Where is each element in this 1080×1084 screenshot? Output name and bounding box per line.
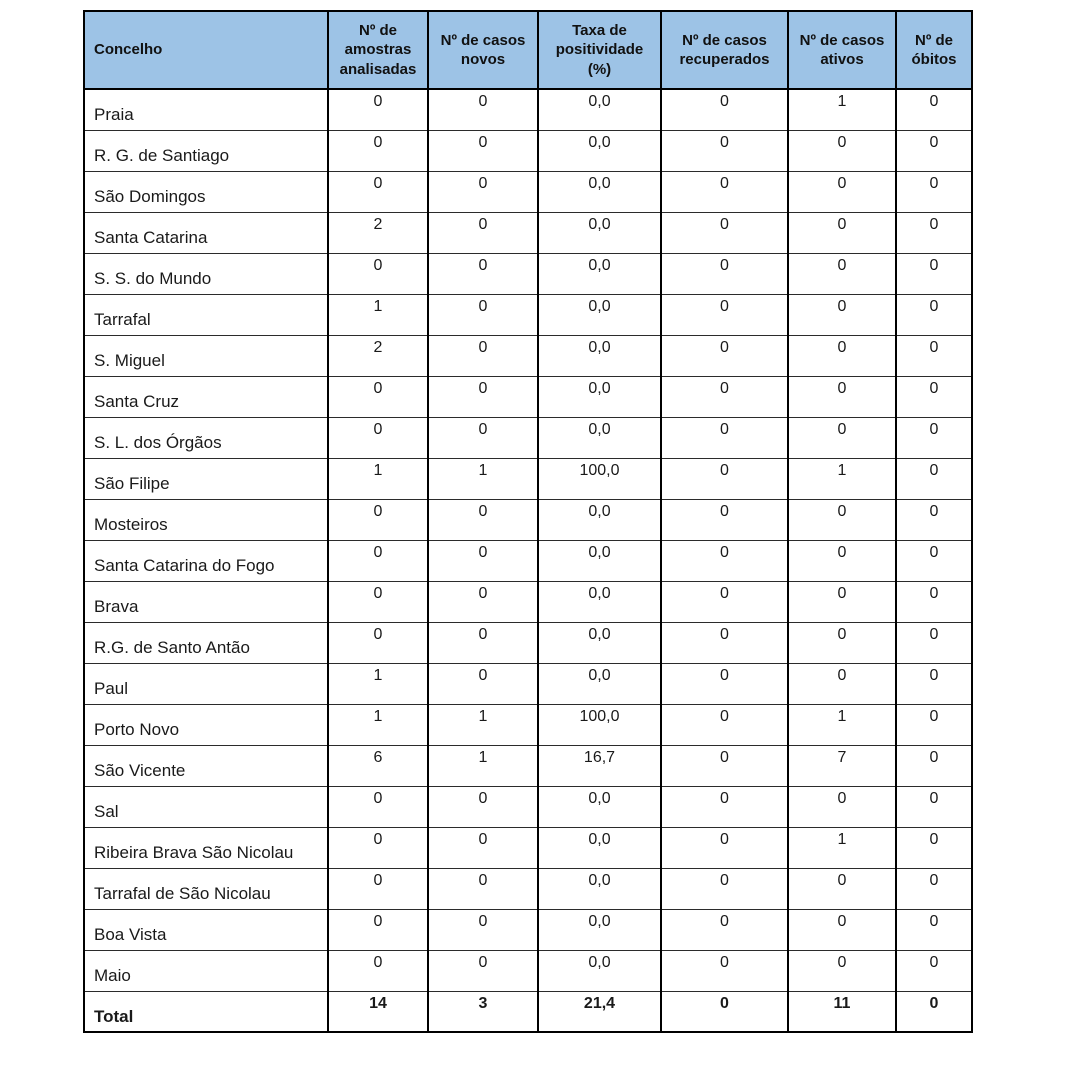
value-cell: 0,0 bbox=[538, 581, 661, 622]
value-cell: 0 bbox=[328, 622, 428, 663]
value-cell: 0 bbox=[896, 745, 972, 786]
value-cell: 0 bbox=[428, 376, 538, 417]
value-cell: 0 bbox=[661, 909, 788, 950]
col-header-concelho: Concelho bbox=[84, 11, 328, 89]
concelho-cell: Praia bbox=[84, 89, 328, 130]
col-header-casos-novos: Nº de casos novos bbox=[428, 11, 538, 89]
value-cell: 0 bbox=[328, 417, 428, 458]
value-cell: 0 bbox=[661, 253, 788, 294]
value-cell: 0,0 bbox=[538, 868, 661, 909]
table-row bbox=[84, 171, 972, 212]
value-cell: 0 bbox=[661, 868, 788, 909]
concelho-cell: S. S. do Mundo bbox=[84, 253, 328, 294]
value-cell: 1 bbox=[328, 294, 428, 335]
value-cell: 0 bbox=[896, 376, 972, 417]
value-cell: 0 bbox=[788, 950, 896, 991]
value-cell: 0 bbox=[428, 335, 538, 376]
value-cell: 0 bbox=[428, 909, 538, 950]
table-row bbox=[84, 704, 972, 745]
value-cell: 0 bbox=[328, 581, 428, 622]
table-row bbox=[84, 868, 972, 909]
concelho-cell: S. Miguel bbox=[84, 335, 328, 376]
value-cell: 0 bbox=[328, 540, 428, 581]
value-cell: 0 bbox=[788, 335, 896, 376]
value-cell: 0 bbox=[428, 499, 538, 540]
value-cell: 0 bbox=[788, 909, 896, 950]
table-row bbox=[84, 950, 972, 991]
value-cell: 2 bbox=[328, 212, 428, 253]
concelho-cell: Paul bbox=[84, 663, 328, 704]
value-cell: 100,0 bbox=[538, 458, 661, 499]
value-cell: 0,0 bbox=[538, 212, 661, 253]
value-cell: 0 bbox=[661, 458, 788, 499]
value-cell: 0 bbox=[661, 622, 788, 663]
value-cell: 0 bbox=[428, 253, 538, 294]
value-cell: 0 bbox=[896, 335, 972, 376]
value-cell: 0 bbox=[896, 253, 972, 294]
value-cell: 0 bbox=[661, 212, 788, 253]
value-cell: 0,0 bbox=[538, 130, 661, 171]
value-cell: 0 bbox=[788, 253, 896, 294]
value-cell: 2 bbox=[328, 335, 428, 376]
value-cell: 0,0 bbox=[538, 622, 661, 663]
table-row bbox=[84, 335, 972, 376]
value-cell: 0 bbox=[788, 581, 896, 622]
value-cell: 0 bbox=[428, 540, 538, 581]
col-header-casos-ativos: Nº de casos ativos bbox=[788, 11, 896, 89]
value-cell: 0,0 bbox=[538, 417, 661, 458]
value-cell: 0 bbox=[661, 827, 788, 868]
table-row bbox=[84, 417, 972, 458]
concelho-cell: S. L. dos Órgãos bbox=[84, 417, 328, 458]
value-cell: 0 bbox=[328, 89, 428, 130]
value-cell: 0 bbox=[661, 581, 788, 622]
value-cell: 0 bbox=[788, 376, 896, 417]
table-row bbox=[84, 89, 972, 130]
value-cell: 0 bbox=[328, 253, 428, 294]
value-cell: 0 bbox=[661, 745, 788, 786]
col-header-casos-recuperados: Nº de casos recuperados bbox=[661, 11, 788, 89]
value-cell: 0 bbox=[328, 171, 428, 212]
value-cell: 0 bbox=[328, 909, 428, 950]
value-cell: 0 bbox=[428, 89, 538, 130]
value-cell: 0 bbox=[428, 868, 538, 909]
value-cell: 1 bbox=[428, 458, 538, 499]
table-row bbox=[84, 294, 972, 335]
value-cell: 0 bbox=[661, 540, 788, 581]
value-cell: 0 bbox=[896, 417, 972, 458]
value-cell: 0,0 bbox=[538, 663, 661, 704]
value-cell: 0 bbox=[428, 130, 538, 171]
header-row bbox=[84, 11, 972, 89]
total-value-cell: 14 bbox=[328, 991, 428, 1032]
value-cell: 0 bbox=[788, 499, 896, 540]
value-cell: 7 bbox=[788, 745, 896, 786]
value-cell: 0,0 bbox=[538, 253, 661, 294]
table-row bbox=[84, 499, 972, 540]
concelho-cell: Santa Cruz bbox=[84, 376, 328, 417]
col-header-taxa-positividade: Taxa de positividade (%) bbox=[538, 11, 661, 89]
covid-concelhos-table bbox=[83, 10, 973, 1033]
value-cell: 0 bbox=[788, 417, 896, 458]
table-row bbox=[84, 540, 972, 581]
value-cell: 0 bbox=[328, 950, 428, 991]
value-cell: 0 bbox=[788, 171, 896, 212]
value-cell: 1 bbox=[788, 458, 896, 499]
value-cell: 0 bbox=[661, 376, 788, 417]
concelho-cell: Brava bbox=[84, 581, 328, 622]
value-cell: 0 bbox=[328, 827, 428, 868]
value-cell: 0 bbox=[896, 540, 972, 581]
value-cell: 0 bbox=[896, 950, 972, 991]
value-cell: 0,0 bbox=[538, 827, 661, 868]
total-value-cell: 21,4 bbox=[538, 991, 661, 1032]
value-cell: 0 bbox=[428, 581, 538, 622]
value-cell: 1 bbox=[428, 704, 538, 745]
value-cell: 0 bbox=[788, 663, 896, 704]
value-cell: 0,0 bbox=[538, 294, 661, 335]
value-cell: 0,0 bbox=[538, 376, 661, 417]
total-value-cell: 11 bbox=[788, 991, 896, 1032]
total-value-cell: 0 bbox=[896, 991, 972, 1032]
value-cell: 1 bbox=[328, 704, 428, 745]
value-cell: 0 bbox=[661, 294, 788, 335]
value-cell: 0 bbox=[896, 786, 972, 827]
table-row bbox=[84, 622, 972, 663]
value-cell: 0 bbox=[428, 950, 538, 991]
value-cell: 0,0 bbox=[538, 499, 661, 540]
table-row bbox=[84, 663, 972, 704]
value-cell: 0 bbox=[661, 950, 788, 991]
value-cell: 0 bbox=[661, 335, 788, 376]
table-row bbox=[84, 253, 972, 294]
table-row bbox=[84, 376, 972, 417]
value-cell: 0 bbox=[896, 171, 972, 212]
value-cell: 0 bbox=[788, 212, 896, 253]
value-cell: 0 bbox=[896, 499, 972, 540]
value-cell: 0 bbox=[661, 171, 788, 212]
concelho-cell: São Vicente bbox=[84, 745, 328, 786]
value-cell: 1 bbox=[328, 458, 428, 499]
value-cell: 0 bbox=[788, 786, 896, 827]
concelho-cell: Porto Novo bbox=[84, 704, 328, 745]
value-cell: 0 bbox=[661, 89, 788, 130]
value-cell: 0 bbox=[896, 212, 972, 253]
value-cell: 6 bbox=[328, 745, 428, 786]
value-cell: 0 bbox=[896, 130, 972, 171]
value-cell: 0 bbox=[661, 499, 788, 540]
value-cell: 0,0 bbox=[538, 89, 661, 130]
table-row bbox=[84, 212, 972, 253]
value-cell: 0 bbox=[788, 540, 896, 581]
value-cell: 0 bbox=[328, 868, 428, 909]
value-cell: 0,0 bbox=[538, 909, 661, 950]
concelho-cell: Santa Catarina do Fogo bbox=[84, 540, 328, 581]
value-cell: 0,0 bbox=[538, 950, 661, 991]
value-cell: 0 bbox=[428, 294, 538, 335]
value-cell: 0 bbox=[428, 212, 538, 253]
value-cell: 1 bbox=[788, 704, 896, 745]
value-cell: 0 bbox=[661, 704, 788, 745]
value-cell: 0 bbox=[788, 622, 896, 663]
concelho-cell: R. G. de Santiago bbox=[84, 130, 328, 171]
value-cell: 0 bbox=[896, 663, 972, 704]
table-row bbox=[84, 581, 972, 622]
value-cell: 0,0 bbox=[538, 786, 661, 827]
value-cell: 0,0 bbox=[538, 171, 661, 212]
value-cell: 0 bbox=[896, 458, 972, 499]
table-row bbox=[84, 786, 972, 827]
value-cell: 0 bbox=[661, 417, 788, 458]
total-row bbox=[84, 991, 972, 1032]
concelho-cell: Tarrafal bbox=[84, 294, 328, 335]
value-cell: 0 bbox=[896, 704, 972, 745]
value-cell: 0 bbox=[661, 663, 788, 704]
concelho-cell: Tarrafal de São Nicolau bbox=[84, 868, 328, 909]
value-cell: 1 bbox=[788, 89, 896, 130]
value-cell: 0 bbox=[896, 622, 972, 663]
value-cell: 0 bbox=[661, 130, 788, 171]
value-cell: 1 bbox=[788, 827, 896, 868]
value-cell: 0 bbox=[788, 868, 896, 909]
concelho-cell: Santa Catarina bbox=[84, 212, 328, 253]
value-cell: 0 bbox=[896, 827, 972, 868]
value-cell: 0 bbox=[428, 663, 538, 704]
value-cell: 0 bbox=[328, 376, 428, 417]
value-cell: 0,0 bbox=[538, 540, 661, 581]
value-cell: 0 bbox=[896, 909, 972, 950]
total-label-cell: Total bbox=[84, 991, 328, 1032]
value-cell: 0 bbox=[428, 171, 538, 212]
value-cell: 0 bbox=[788, 294, 896, 335]
value-cell: 0 bbox=[428, 786, 538, 827]
concelho-cell: Mosteiros bbox=[84, 499, 328, 540]
table-row bbox=[84, 909, 972, 950]
value-cell: 0 bbox=[896, 89, 972, 130]
value-cell: 0 bbox=[428, 827, 538, 868]
value-cell: 0 bbox=[896, 868, 972, 909]
value-cell: 16,7 bbox=[538, 745, 661, 786]
value-cell: 0 bbox=[788, 130, 896, 171]
col-header-amostras-analisadas: Nº de amostras analisadas bbox=[328, 11, 428, 89]
value-cell: 0 bbox=[896, 581, 972, 622]
concelho-cell: R.G. de Santo Antão bbox=[84, 622, 328, 663]
value-cell: 0 bbox=[328, 499, 428, 540]
concelho-cell: São Filipe bbox=[84, 458, 328, 499]
value-cell: 0 bbox=[428, 417, 538, 458]
total-value-cell: 0 bbox=[661, 991, 788, 1032]
value-cell: 100,0 bbox=[538, 704, 661, 745]
concelho-cell: Boa Vista bbox=[84, 909, 328, 950]
total-value-cell: 3 bbox=[428, 991, 538, 1032]
value-cell: 0 bbox=[328, 786, 428, 827]
table-row bbox=[84, 130, 972, 171]
value-cell: 0 bbox=[896, 294, 972, 335]
value-cell: 0 bbox=[661, 786, 788, 827]
concelho-cell: Sal bbox=[84, 786, 328, 827]
concelho-cell: Maio bbox=[84, 950, 328, 991]
table-row bbox=[84, 827, 972, 868]
value-cell: 0,0 bbox=[538, 335, 661, 376]
table-row bbox=[84, 745, 972, 786]
table-row bbox=[84, 458, 972, 499]
col-header-obitos: Nº de óbitos bbox=[896, 11, 972, 89]
value-cell: 0 bbox=[428, 622, 538, 663]
concelho-cell: São Domingos bbox=[84, 171, 328, 212]
value-cell: 1 bbox=[428, 745, 538, 786]
concelho-cell: Ribeira Brava São Nicolau bbox=[84, 827, 328, 868]
value-cell: 0 bbox=[328, 130, 428, 171]
value-cell: 1 bbox=[328, 663, 428, 704]
